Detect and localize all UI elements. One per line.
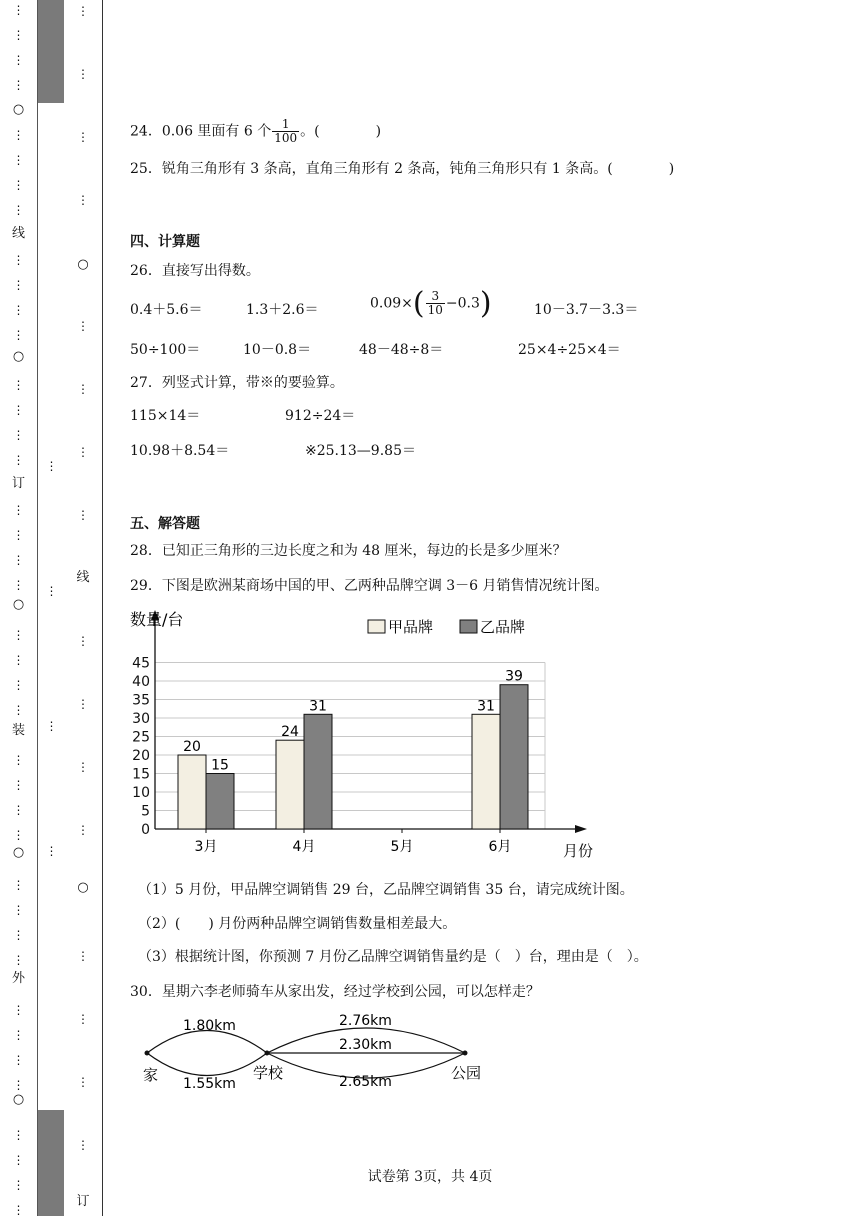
- x-tick-label: 5月: [390, 839, 414, 855]
- dot-mark: ⋮: [77, 382, 89, 396]
- dist-school-park-lower: 2.65km: [339, 1074, 392, 1090]
- calc-1c-post: −0.3: [445, 295, 480, 312]
- dot-mark: ⋮: [12, 678, 25, 692]
- legend-label-b: 乙品牌: [480, 618, 526, 636]
- dot-mark: ⋮: [45, 584, 58, 598]
- dot-mark: ⋮: [77, 130, 89, 144]
- margin-char: 线: [11, 226, 25, 241]
- route-diagram: [125, 1008, 505, 1098]
- dot-mark: ⋮: [12, 703, 25, 717]
- dot-mark: ⋮: [12, 403, 25, 417]
- dot-mark: ⋮: [12, 928, 25, 942]
- calc-2a: 50÷100＝: [130, 342, 201, 358]
- margin-char: 订: [76, 1194, 90, 1209]
- q24-text: 24．0.06 里面有 6 个: [130, 123, 272, 140]
- bar: [304, 714, 332, 829]
- vertical-2b: ※25.13—9.85＝: [305, 443, 416, 459]
- y-tick-label: 5: [141, 803, 150, 820]
- circle-mark: ○: [12, 1092, 25, 1107]
- vertical-1a: 115×14＝: [130, 408, 201, 424]
- dot-mark: ⋮: [12, 1053, 25, 1067]
- circle-mark: ○: [12, 597, 25, 612]
- calc-1b: 1.3＋2.6＝: [246, 302, 319, 318]
- calc-2d: 25×4÷25×4＝: [518, 342, 621, 358]
- node-school-label: 学校: [253, 1064, 284, 1082]
- dot-mark: ⋮: [12, 203, 25, 217]
- dot-mark: ⋮: [12, 953, 25, 967]
- dot-mark: ⋮: [12, 1128, 25, 1142]
- question-27: 27．列竖式计算，带※的要验算。: [130, 375, 344, 391]
- grey-block-top: [38, 0, 65, 103]
- dot-mark: ⋮: [77, 697, 89, 711]
- circle-mark: ○: [77, 880, 89, 895]
- dot-mark: ⋮: [12, 1078, 25, 1092]
- dot-mark: ⋮: [12, 828, 25, 842]
- dot-mark: ⋮: [45, 459, 58, 473]
- dot-mark: ⋮: [12, 778, 25, 792]
- dot-mark: ⋮: [12, 578, 25, 592]
- dot-mark: ⋮: [12, 903, 25, 917]
- bar-value-label: 15: [211, 757, 229, 774]
- frac-den: 100: [274, 131, 298, 145]
- dot-mark: ⋮: [12, 428, 25, 442]
- grey-block-bottom: [38, 1110, 65, 1216]
- y-tick-label: 40: [132, 674, 150, 690]
- dist-school-park-middle: 2.30km: [339, 1037, 392, 1053]
- y-axis-title: 数量/台: [130, 610, 184, 629]
- legend-swatch-b: [460, 620, 477, 633]
- question-29-1: （1）5 月份，甲品牌空调销售 29 台，乙品牌空调销售 35 台，请完成统计图。: [138, 882, 634, 898]
- dist-school-park-upper: 2.76km: [339, 1013, 392, 1029]
- dot-mark: ⋮: [12, 1203, 25, 1217]
- x-tick-label: 6月: [488, 839, 512, 855]
- dot-mark: ⋮: [12, 53, 25, 67]
- frac-den: 10: [427, 303, 443, 317]
- y-tick-label: 30: [132, 711, 150, 727]
- circle-mark: ○: [77, 257, 89, 272]
- calc-2c: 48－48÷8＝: [359, 342, 444, 358]
- node-park-dot: [463, 1051, 468, 1056]
- dot-mark: ⋮: [77, 445, 89, 459]
- question-25: 25．锐角三角形有 3 条高，直角三角形有 2 条高，钝角三角形只有 1 条高。( ): [130, 161, 675, 177]
- question-28: 28．已知正三角形的三边长度之和为 48 厘米，每边的长是多少厘米？: [130, 543, 567, 559]
- dot-mark: ⋮: [12, 628, 25, 642]
- section-5-heading: 五、解答题: [130, 516, 200, 532]
- dot-mark: ⋮: [12, 1003, 25, 1017]
- bar-value-label: 31: [477, 698, 495, 715]
- dot-mark: ⋮: [77, 4, 89, 18]
- dot-mark: ⋮: [12, 503, 25, 517]
- circle-mark: ○: [12, 349, 25, 364]
- y-tick-label: 45: [132, 655, 150, 672]
- paren-left: (: [412, 286, 425, 321]
- y-tick-label: 10: [132, 785, 150, 801]
- x-axis-arrow: [575, 825, 587, 833]
- bar-chart: [125, 605, 625, 860]
- bar-value-label: 39: [505, 668, 523, 685]
- dot-mark: ⋮: [77, 1138, 89, 1152]
- question-30: 30．星期六李老师骑车从家出发，经过学校到公园，可以怎样走？: [130, 984, 540, 1000]
- paren-right: ): [479, 286, 492, 321]
- dot-mark: ⋮: [12, 253, 25, 267]
- question-29: 29．下图是欧洲某商场中国的甲、乙两种品牌空调 3－6 月销售情况统计图。: [130, 578, 609, 594]
- dot-mark: ⋮: [12, 553, 25, 567]
- dot-mark: ⋮: [12, 303, 25, 317]
- node-home-dot: [145, 1051, 150, 1056]
- dot-mark: ⋮: [12, 328, 25, 342]
- node-school-dot: [265, 1051, 270, 1056]
- calc-1a: 0.4＋5.6＝: [130, 302, 203, 318]
- circle-mark: ○: [12, 102, 25, 117]
- node-park-label: 公园: [451, 1064, 482, 1082]
- margin-char: 订: [11, 476, 25, 491]
- vertical-2a: 10.98＋8.54＝: [130, 443, 230, 459]
- dot-mark: ⋮: [77, 760, 89, 774]
- dot-mark: ⋮: [45, 844, 58, 858]
- dot-mark: ⋮: [12, 178, 25, 192]
- dot-mark: ⋮: [12, 803, 25, 817]
- dot-mark: ⋮: [12, 753, 25, 767]
- bar: [276, 740, 304, 829]
- dot-mark: ⋮: [12, 653, 25, 667]
- dot-mark: ⋮: [77, 67, 89, 81]
- frac-num: 3: [426, 290, 445, 304]
- dot-mark: ⋮: [12, 453, 25, 467]
- dist-home-school-upper: 1.80km: [183, 1018, 236, 1034]
- legend-label-a: 甲品牌: [388, 618, 434, 636]
- bar: [500, 685, 528, 829]
- question-24: [130, 118, 381, 145]
- bar: [206, 774, 234, 830]
- dot-mark: ⋮: [77, 508, 89, 522]
- dot-mark: ⋮: [77, 193, 89, 207]
- vertical-1b: 912÷24＝: [285, 408, 356, 424]
- x-axis-title: 月份: [563, 842, 594, 860]
- dot-mark: ⋮: [12, 278, 25, 292]
- calc-1d: 10－3.7－3.3＝: [534, 302, 639, 318]
- calc-1c: [370, 286, 492, 321]
- fraction-1-100: [272, 118, 299, 145]
- binding-margin-outer: [0, 0, 37, 1216]
- y-tick-label: 0: [141, 822, 150, 838]
- dot-mark: ⋮: [77, 319, 89, 333]
- x-tick-label: 4月: [292, 839, 316, 855]
- dot-mark: ⋮: [12, 78, 25, 92]
- margin-char: 外: [11, 971, 25, 986]
- dot-mark: ⋮: [77, 823, 89, 837]
- x-tick-label: 3月: [194, 839, 218, 855]
- dot-mark: ⋮: [12, 378, 25, 392]
- margin-char: 线: [76, 570, 90, 585]
- bar-value-label: 20: [183, 739, 201, 755]
- page-footer: 试卷第 3页，共 4页: [367, 1169, 493, 1185]
- dot-mark: ⋮: [77, 949, 89, 963]
- dot-mark: ⋮: [12, 878, 25, 892]
- fraction-3-10: [426, 290, 445, 317]
- calc-2b: 10－0.8＝: [243, 342, 312, 358]
- y-tick-label: 35: [132, 692, 150, 709]
- dot-mark: ⋮: [12, 1028, 25, 1042]
- legend-swatch-a: [368, 620, 385, 633]
- bar: [178, 755, 206, 829]
- y-tick-label: 15: [132, 766, 150, 783]
- dot-mark: ⋮: [12, 528, 25, 542]
- dot-mark: ⋮: [12, 1178, 25, 1192]
- frac-num: 1: [272, 118, 299, 132]
- node-home-label: 家: [143, 1066, 159, 1084]
- dot-mark: ⋮: [77, 1075, 89, 1089]
- bar-value-label: 31: [309, 698, 327, 715]
- y-tick-label: 25: [132, 729, 150, 746]
- calc-1c-pre: 0.09×: [370, 295, 413, 312]
- dot-mark: ⋮: [12, 128, 25, 142]
- margin-char: 装: [11, 723, 25, 738]
- dot-mark: ⋮: [12, 153, 25, 167]
- binding-margin-grey: [37, 0, 66, 1216]
- dot-mark: ⋮: [45, 719, 58, 733]
- circle-mark: ○: [12, 845, 25, 860]
- bar: [472, 714, 500, 829]
- question-26: 26．直接写出得数。: [130, 263, 260, 279]
- dist-home-school-lower: 1.55km: [183, 1076, 236, 1092]
- route-home-school-lower: [147, 1053, 267, 1076]
- question-29-3: （3）根据统计图，你预测 7 月份乙品牌空调销售量约是（ ）台，理由是（ ）。: [138, 949, 648, 965]
- binding-margin-inner: [64, 0, 103, 1216]
- dot-mark: ⋮: [12, 1153, 25, 1167]
- section-4-heading: 四、计算题: [130, 234, 200, 250]
- q24-answer-paren: 。( ): [300, 123, 382, 140]
- dot-mark: ⋮: [12, 28, 25, 42]
- y-tick-label: 20: [132, 748, 150, 764]
- dot-mark: ⋮: [77, 634, 89, 648]
- dot-mark: ⋮: [12, 3, 25, 17]
- dot-mark: ⋮: [77, 1012, 89, 1026]
- bar-value-label: 24: [281, 724, 299, 741]
- question-29-2: （2）( ) 月份两种品牌空调销售数量相差最大。: [138, 916, 457, 932]
